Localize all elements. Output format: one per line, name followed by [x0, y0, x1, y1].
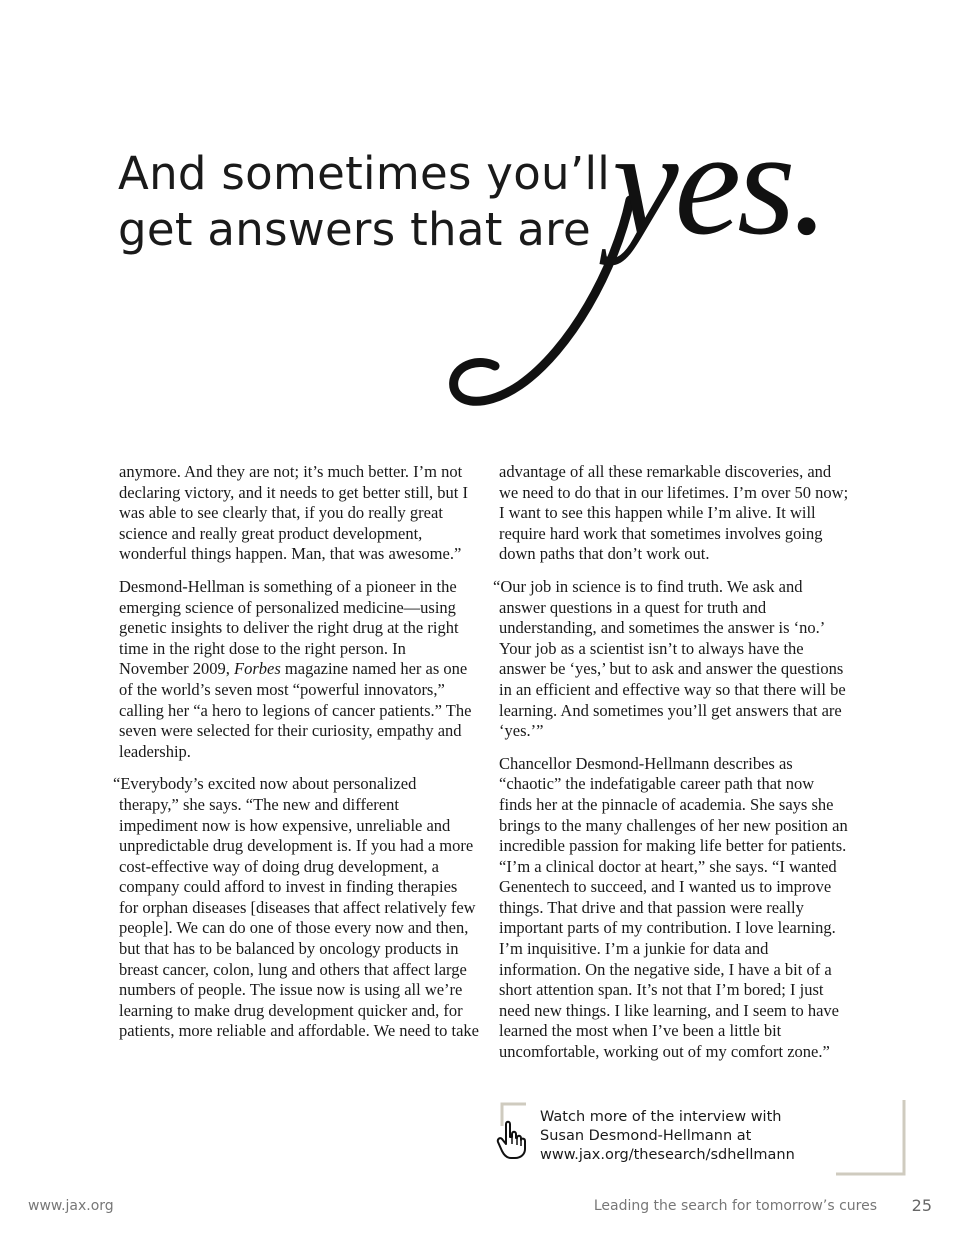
paragraph: “Everybody’s excited now about personalized therapy,” she says. “The new and different impediment now is how expensive, unreliable and unpredictable drug development is. If you had a more cost-effective way of doing drug development, a company could afford to invest in finding therapies for orphan diseases [diseases that affect relatively few people]. We can do one of those every now and then, but that has to be balanced by oncology products in breast cancer, colon, lung and others that affect large numbers of people. The issue now is using all we’re learning to make drug development quicker and, for patients, more reliable and affordable. We need to take [113, 774, 479, 1041]
callout-line: Susan Desmond-Hellmann at [540, 1128, 752, 1144]
callout-link[interactable]: www.jax.org/thesearch/sdhellmann [540, 1147, 795, 1163]
paragraph: “Our job in science is to find truth. We ask and answer questions in a quest for truth and understanding, and sometimes the answer is ‘no.’ Your job as a scientist isn’t to always have the answer be ‘yes,’ but to ask and answer the questions in an efficient and effective way so that there will be learning. And sometimes you’ll get answers that are ‘yes.’” [493, 576, 846, 741]
paragraph: anymore. And they are not; it’s much better. I’m not declaring victory, and it needs to get better still, but I was able to see clearly that, if you do really great science and really great product development, wonderful things happen. Man, that was awesome.” [119, 462, 468, 564]
article-column-left [113, 462, 479, 1054]
page-number: 25 [911, 1196, 932, 1215]
yes-swash-decoration [440, 180, 640, 420]
callout-text [540, 1108, 795, 1165]
footer-tagline: Leading the search for tomorrow’s cures [593, 1198, 877, 1214]
headline-line-1: And sometimes you’ll [118, 147, 611, 200]
paragraph: Chancellor Desmond-Hellmann describes as “chaotic” the indefatigable career path that now finds her at the pinnacle of academia. She says she brings to the many challenges of her new position an incredible passion for making life better for patients. “I’m a clinical doctor at heart,” she says. “I wanted Genentech to succeed, and I wanted us to improve things. That drive and that passion were really important parts of my contribution. I love learning. I’m inquisitive. I’m a junkie for data and information. On the negative side, I have a bit of a short attention span. It’s not that I’m bored; I just need new things. I like learning, and I seem to have learned the most when I’ve been a little bit uncomfortable, working out of my comfort zone.” [499, 753, 848, 1062]
headline-line-2: get answers that are [118, 203, 591, 256]
paragraph: Desmond-Hellman is something of a pioneer in the emerging science of personalized medicine—using genetic insights to deliver the right drug at the right time in the right dose to the right person. In November 2009, Forbes magazine named her as one of the world’s seven most “powerful innovators,” calling her “a hero to legions of cancer patients.” The seven were selected for their curiosity, empathy and leadership. [119, 576, 472, 761]
callout-line: Watch more of the interview with [540, 1109, 782, 1125]
footer-url-link[interactable]: www.jax.org [28, 1198, 114, 1214]
video-callout [496, 1098, 906, 1176]
publication-name: Forbes [234, 659, 281, 679]
article-column-right [493, 462, 849, 1075]
paragraph: advantage of all these remarkable discoveries, and we need to do that in our lifetimes. I’m over 50 now; I want to see this happen while I’m alive. It will require hard work that sometimes involves going down paths that don’t work out. [499, 462, 849, 564]
pointing-hand-icon [496, 1120, 528, 1160]
headline-yes: yes. [612, 100, 826, 266]
